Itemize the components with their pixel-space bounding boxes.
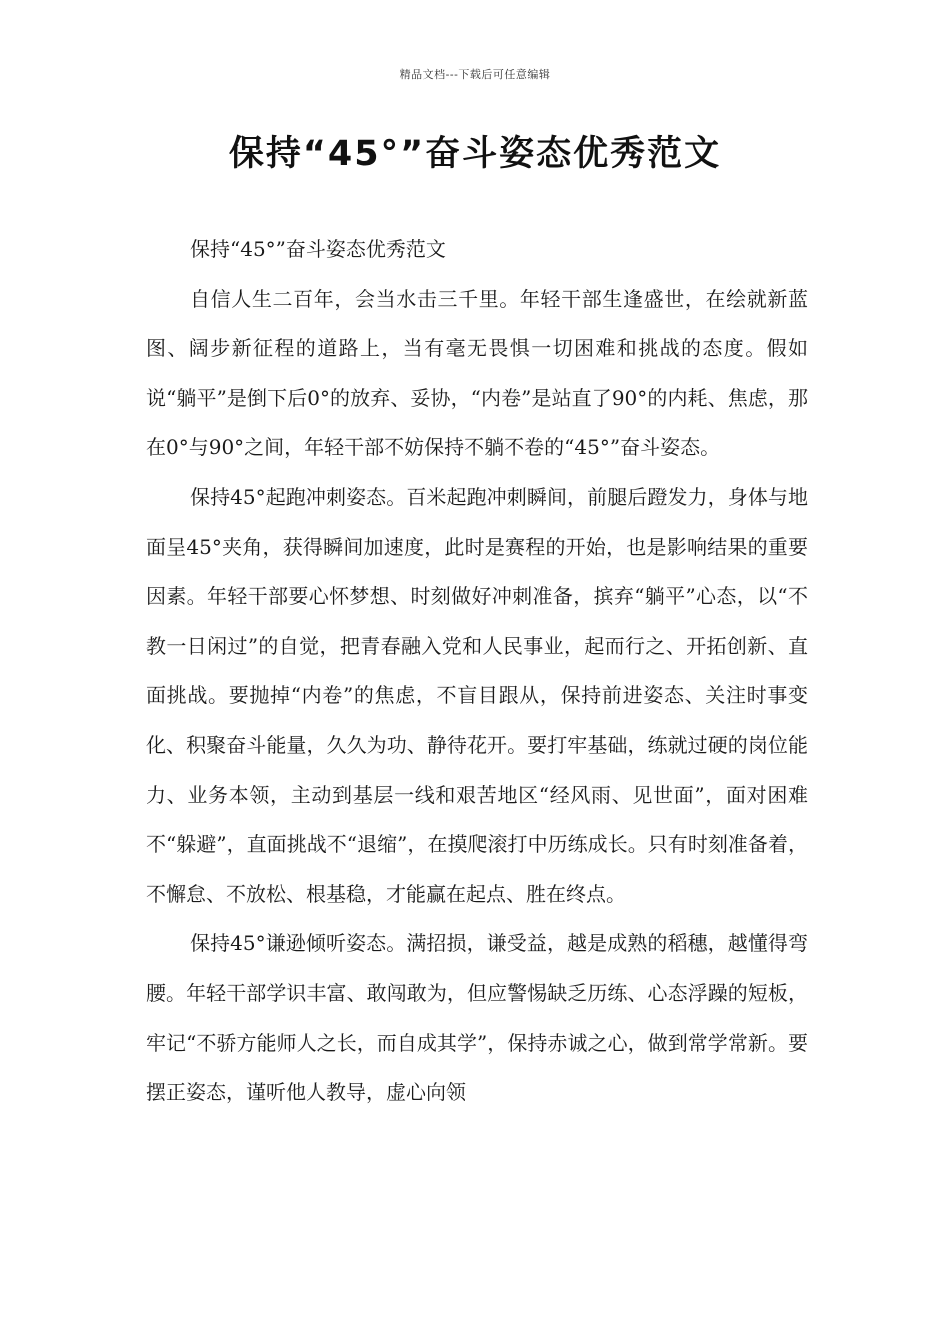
paragraph-humble-posture: 保持45°谦逊倾听姿态。满招损，谦受益，越是成熟的稻穗，越懂得弯腰。年轻干部学识丰富、敢闯敢为，但应警惕缺乏历练、心态浮躁的短板，牢记“不骄方能师人之长，而自成其学”，保持赤诚之心，做到常学常新。要摆正姿态，谨听他人教导，虚心向领 (146, 931, 808, 1105)
paragraph-sprint-posture: 保持45°起跑冲刺姿态。百米起跑冲刺瞬间，前腿后蹬发力，身体与地面呈45°夹角，获得瞬间加速度，此时是赛程的开始，也是影响结果的重要因素。年轻干部要心怀梦想、时刻做好冲刺准备，摈弃“躺平”心态，以“不教一日闲过”的自觉，把青春融入党和人民事业，起而行之、开拓创新、直面挑战。要抛掉“内卷”的焦虑，不盲目跟从，保持前进姿态、关注时事变化、积聚奋斗能量，久久为功、静待花开。要打牢基础，练就过硬的岗位能力、业务本领，主动到基层一线和艰苦地区“经风雨、见世面”，面对困难不“躲避”，直面挑战不“退缩”，在摸爬滚打中历练成长。只有时刻准备着，不懈怠、不放松、根基稳，才能赢在起点、胜在终点。 (146, 484, 808, 906)
paragraph-subtitle: 保持“45°”奋斗姿态优秀范文 (190, 237, 446, 261)
page-title: 保持“45°”奋斗姿态优秀范文 (228, 134, 722, 174)
header-note: 精品文档---下载后可任意编辑 (399, 68, 551, 81)
document-body (146, 225, 808, 1118)
paragraph-intro: 自信人生二百年，会当水击三千里。年轻干部生逢盛世，在绘就新蓝图、阔步新征程的道路上，当有毫无畏惧一切困难和挑战的态度。假如说“躺平”是倒下后0°的放弃、妥协，“内卷”是站直了90°的内耗、焦虑，那在0°与90°之间，年轻干部不妨保持不躺不卷的“45°”奋斗姿态。 (146, 286, 808, 460)
